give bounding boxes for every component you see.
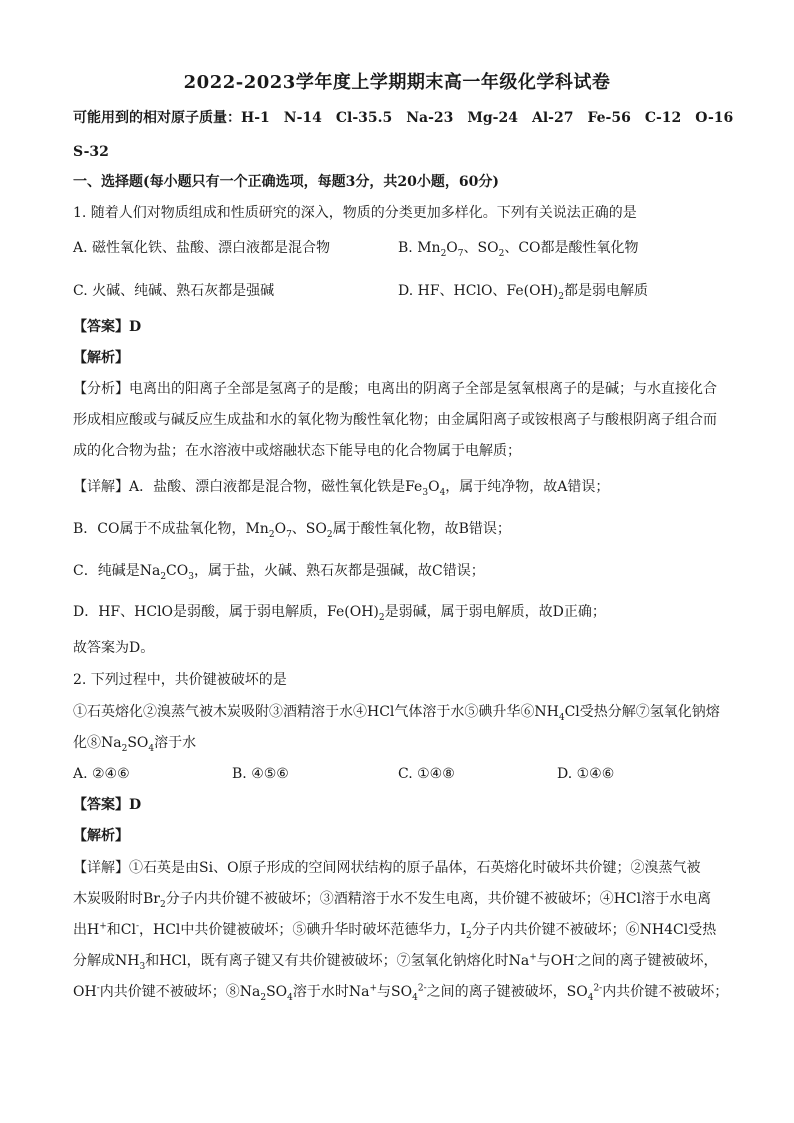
- page-title: 2022-2023学年度上学期期末高一年级化学科试卷: [183, 72, 611, 93]
- q1-option-c: C. 火碱、纯碱、熟石灰都是强碱: [73, 283, 275, 299]
- q2-detail-line-4: 分解成$NH_3$和HCl，既有离子键又有共价键被破坏；⑦氢氧化钠熔化时Na+与OH-之间的离子键被破坏，: [73, 952, 718, 972]
- section-heading: 一、选择题(每小题只有一个正确选项，每题3分，共20小题，60分): [73, 174, 499, 190]
- q2-detail-line-2: 木炭吸附时$Br_2$分子内共价键不被破坏；③酒精溶于水不发生电离，共价键不被破坏；④HCl溶于水电离: [73, 891, 712, 910]
- atomic-mass-line-2: S-32: [73, 144, 109, 160]
- q1-detail-d: D．HF、HClO是弱酸，属于弱电解质，$Fe(OH)_2$是弱碱，属于弱电解质，故D正确；: [73, 604, 606, 623]
- q2-stem: 2. 下列过程中，共价键被破坏的是: [73, 672, 287, 688]
- q1-detail-a: 【详解】A．盐酸、漂白液都是混合物，磁性氧化铁是$Fe_3O_4$，属于纯净物，故A错误；: [73, 479, 610, 498]
- q1-analysis-label: 【解析】: [73, 350, 129, 366]
- q1-answer: 【答案】D: [73, 319, 142, 335]
- atomic-mass-line-1: 可能用到的相对原子质量：H-1 N-14 Cl-35.5 Na-23 Mg-24 Al-27 Fe-56 C-12 O-16: [73, 110, 734, 126]
- q2-analysis-label: 【解析】: [73, 828, 129, 844]
- q1-analysis-line-3: 成的化合物为盐；在水溶液中或熔融状态下能导电的化合物属于电解质；: [73, 443, 521, 459]
- q1-option-b: B. $Mn_2O_7$、$SO_2$、CO都是酸性氧化物: [398, 240, 639, 259]
- q1-stem: 1. 随着人们对物质组成和性质研究的深入，物质的分类更加多样化。下列有关说法正确的是: [73, 205, 637, 221]
- q2-detail-line-1: 【详解】①石英是由Si、O原子形成的空间网状结构的原子晶体，石英熔化时破坏共价键；②溴蒸气被: [73, 860, 701, 876]
- q1-option-a: A. 磁性氧化铁、盐酸、漂白液都是混合物: [73, 240, 331, 256]
- q2-items-line-2: 化$⑧Na_2SO_4$溶于水: [73, 735, 197, 754]
- q1-detail-b: B．CO属于不成盐氧化物，$Mn_2O_7$、$SO_2$属于酸性氧化物，故B错误；: [73, 521, 511, 540]
- q1-analysis-line-2: 形成相应酸或与碱反应生成盐和水的氧化物为酸性氧化物；由金属阳离子或铵根离子与酸根阴离子组合而: [73, 412, 717, 428]
- q2-option-b: B. ④⑤⑥: [232, 766, 289, 782]
- q1-analysis-line-1: 【分析】电离出的阳离子全部是氢离子的是酸；电离出的阴离子全部是氢氧根离子的是碱；与水直接化合: [73, 381, 717, 397]
- q2-option-d: D. ①④⑥: [557, 766, 615, 782]
- q2-answer: 【答案】D: [73, 797, 142, 813]
- q1-conclusion: 故答案为D。: [73, 640, 155, 656]
- q1-option-d: D. HF、HClO、$Fe(OH)_2$都是弱电解质: [398, 283, 649, 302]
- q2-option-c: C. ①④⑧: [398, 766, 455, 782]
- q1-detail-c: C．纯碱是$Na_2CO_3$，属于盐，火碱、熟石灰都是强碱，故C错误；: [73, 563, 485, 582]
- q2-detail-line-3: 出H+和Cl-，HCl中共价键被破坏；⑤碘升华时破坏范德华力，$I_2$分子内共价键不被破坏；⑥NH4Cl受热: [73, 921, 717, 941]
- q2-detail-line-5: OH-内共价键不被破坏；$⑧Na_2SO_4$溶于水时Na+与$SO_4^{2-}$之间的离子键被破坏，$SO_4^{2-}$内共价键不被破坏；: [73, 983, 729, 1003]
- q2-items-line-1: ①石英熔化②溴蒸气被木炭吸附③酒精溶于水④HCl气体溶于水⑤碘升华$⑥NH_4Cl$受热分解⑦氢氧化钠熔: [73, 704, 720, 723]
- q2-option-a: A. ②④⑥: [73, 766, 130, 782]
